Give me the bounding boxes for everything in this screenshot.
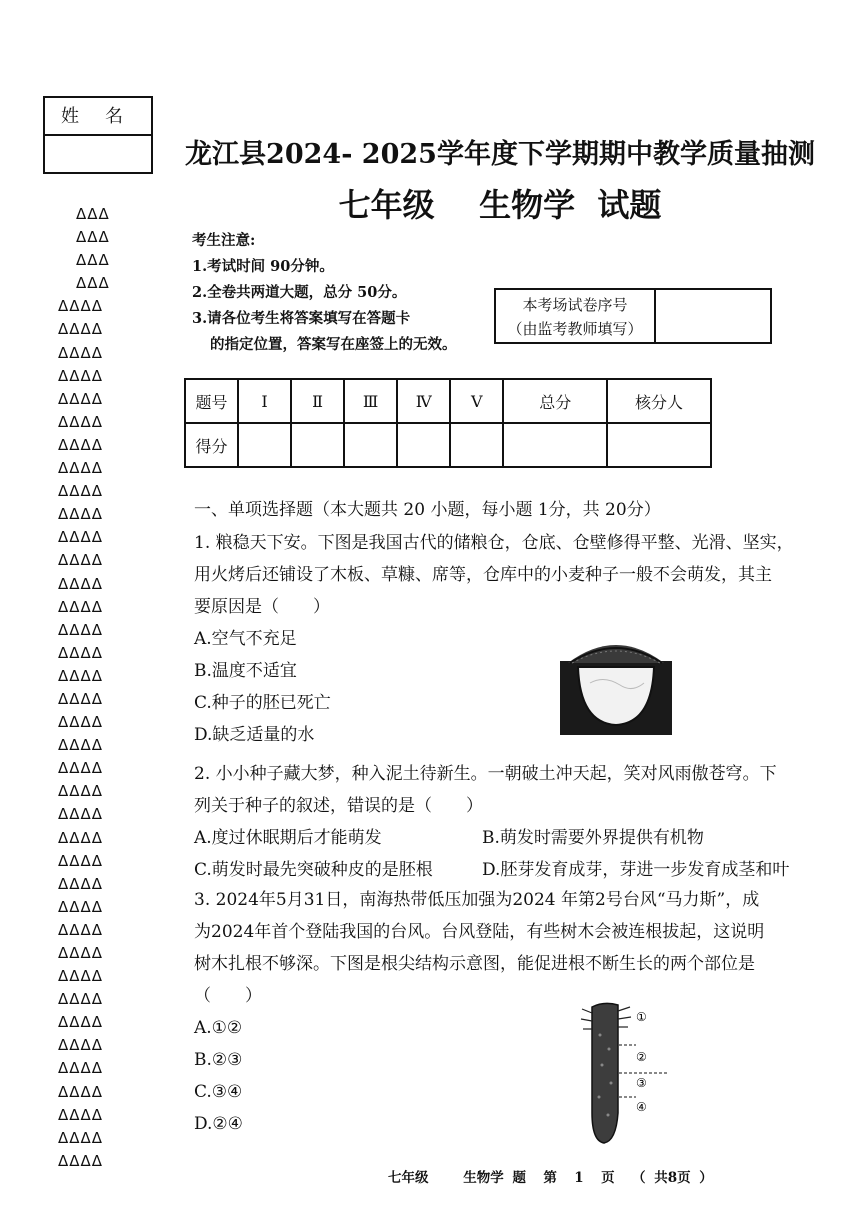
sequence-label: 本考场试卷序号 （由监考教师填写） bbox=[496, 290, 656, 342]
question-line: 为2024年首个登陆我国的台风。台风登陆，有些树木会被连根拔起，这说明 bbox=[194, 922, 765, 942]
option-b: B.②③ bbox=[194, 1050, 243, 1070]
notes-heading: 考生注意: bbox=[192, 232, 256, 249]
question-line: 1. 粮稳天下安。下图是我国古代的储粮仓，仓底、仓壁修得平整、光滑、坚实， bbox=[194, 533, 794, 553]
figure-label: ② bbox=[636, 1050, 647, 1064]
triangle-row: ΔΔΔ bbox=[76, 251, 110, 270]
option-d: D.缺乏适量的水 bbox=[194, 725, 315, 745]
triangle-row: ΔΔΔΔ bbox=[58, 805, 104, 824]
note-item: 2.全卷共两道大题，总分 50分。 bbox=[192, 284, 407, 301]
triangle-row: ΔΔΔΔ bbox=[58, 435, 104, 454]
note-item: 3.请各位考生将答案填写在答题卡 bbox=[192, 310, 411, 327]
figure-label: ① bbox=[636, 1010, 647, 1024]
score-entry-cell[interactable] bbox=[397, 423, 450, 467]
triangle-row: ΔΔΔΔ bbox=[58, 944, 104, 962]
triangle-row: ΔΔΔΔ bbox=[58, 782, 104, 801]
table-cell: Ⅳ bbox=[397, 379, 450, 423]
triangle-row: ΔΔΔΔ bbox=[58, 920, 104, 939]
triangle-row: ΔΔΔΔ bbox=[58, 666, 104, 685]
granary-figure bbox=[560, 625, 672, 735]
name-write-area[interactable] bbox=[45, 136, 151, 172]
triangle-row: ΔΔΔΔ bbox=[58, 874, 104, 893]
question-line: 列关于种子的叙述，错误的是（ ） bbox=[194, 796, 483, 816]
option-c: C.萌发时最先突破种皮的是胚根 bbox=[194, 860, 433, 880]
triangle-row: ΔΔΔΔ bbox=[58, 713, 104, 732]
option-d: D.胚芽发育成芽，芽进一步发育成茎和叶 bbox=[482, 860, 790, 880]
triangle-row: ΔΔΔΔ bbox=[58, 759, 104, 778]
table-cell: 核分人 bbox=[607, 379, 711, 423]
option-a: A.①② bbox=[194, 1018, 243, 1038]
option-a: A.空气不充足 bbox=[194, 629, 297, 649]
triangle-row: ΔΔΔΔ bbox=[58, 1105, 104, 1124]
option-b: B.温度不适宜 bbox=[194, 661, 297, 681]
triangle-row: ΔΔΔ bbox=[76, 274, 110, 293]
table-cell: Ⅴ bbox=[450, 379, 503, 423]
score-entry-cell[interactable] bbox=[238, 423, 291, 467]
name-box bbox=[43, 96, 153, 174]
triangle-row: ΔΔΔΔ bbox=[58, 597, 104, 616]
page-footer: 七年级 生物学 题 第 1 页 （ 共8页 ） bbox=[388, 1170, 713, 1186]
exam-subtitle: 七年级 生物学 试题 bbox=[338, 186, 662, 224]
root-tip-figure bbox=[578, 995, 688, 1147]
triangle-row: ΔΔΔΔ bbox=[58, 967, 104, 986]
figure-label: ④ bbox=[636, 1100, 647, 1114]
triangle-row: ΔΔΔΔ bbox=[58, 1013, 104, 1032]
score-table-header-row bbox=[185, 379, 711, 423]
triangle-row: ΔΔΔΔ bbox=[58, 736, 104, 755]
section-heading: 一、单项选择题（本大题共 20 小题，每小题 1分，共 20分） bbox=[194, 500, 661, 520]
question-line: 用火烤后还铺设了木板、草糠、席等，仓库中的小麦种子一般不会萌发，其主 bbox=[194, 565, 772, 585]
triangle-row: ΔΔΔΔ bbox=[58, 1151, 104, 1170]
triangle-row: ΔΔΔΔ bbox=[58, 1036, 104, 1055]
option-a: A.度过休眠期后才能萌发 bbox=[194, 828, 382, 848]
triangle-row: ΔΔΔΔ bbox=[58, 343, 104, 362]
triangle-row: ΔΔΔΔ bbox=[58, 1128, 104, 1147]
score-entry-cell[interactable] bbox=[291, 423, 344, 467]
triangle-row: ΔΔΔΔ bbox=[58, 551, 104, 570]
triangle-row: ΔΔΔΔ bbox=[58, 528, 104, 547]
triangle-row: ΔΔΔΔ bbox=[58, 297, 104, 316]
triangle-row: ΔΔΔΔ bbox=[58, 828, 104, 847]
triangle-row: ΔΔΔΔ bbox=[58, 389, 104, 408]
question-line: （ ） bbox=[194, 986, 262, 1006]
table-cell: Ⅰ bbox=[238, 379, 291, 423]
triangle-row: ΔΔΔΔ bbox=[58, 574, 104, 593]
triangle-row: ΔΔΔΔ bbox=[58, 897, 104, 916]
option-c: C.③④ bbox=[194, 1082, 243, 1102]
score-entry-cell[interactable] bbox=[503, 423, 607, 467]
question-line: 3. 2024年5月31日，南海热带低压加强为2024 年第2号台风“马力斯”，成 bbox=[194, 890, 760, 910]
triangle-row: ΔΔΔΔ bbox=[58, 1082, 104, 1101]
triangle-row: ΔΔΔΔ bbox=[58, 851, 104, 870]
table-cell: Ⅲ bbox=[344, 379, 397, 423]
triangle-row: ΔΔΔΔ bbox=[58, 1059, 104, 1078]
score-entry-cell[interactable] bbox=[450, 423, 503, 467]
question-3 bbox=[194, 884, 826, 1140]
exam-sequence-box bbox=[494, 288, 772, 344]
question-line: 要原因是（ ） bbox=[194, 597, 330, 617]
triangle-row: ΔΔΔΔ bbox=[58, 459, 104, 478]
table-cell: 题号 bbox=[185, 379, 238, 423]
triangle-row: ΔΔΔΔ bbox=[58, 366, 104, 385]
score-table-score-row bbox=[185, 423, 711, 467]
triangle-row: ΔΔΔΔ bbox=[58, 643, 104, 662]
question-line: 2. 小小种子藏大梦，种入泥土待新生。一朝破土冲天起，笑对风雨傲苍穹。下 bbox=[194, 764, 777, 784]
triangle-row: ΔΔΔΔ bbox=[58, 689, 104, 708]
score-entry-cell[interactable] bbox=[344, 423, 397, 467]
candidate-notes bbox=[192, 228, 457, 358]
triangle-row: ΔΔΔΔ bbox=[58, 990, 104, 1009]
triangle-row: ΔΔΔΔ bbox=[58, 412, 104, 431]
table-cell: 得分 bbox=[185, 423, 238, 467]
question-1 bbox=[194, 527, 826, 751]
note-item: 1.考试时间 90分钟。 bbox=[192, 258, 334, 275]
score-table bbox=[184, 378, 712, 468]
triangle-row: ΔΔΔΔ bbox=[58, 505, 104, 524]
option-d: D.②④ bbox=[194, 1114, 243, 1134]
figure-label: ③ bbox=[636, 1076, 647, 1090]
margin-triangle-column bbox=[58, 203, 148, 1173]
score-entry-cell[interactable] bbox=[607, 423, 711, 467]
question-2 bbox=[194, 758, 826, 886]
triangle-row: ΔΔΔΔ bbox=[58, 320, 104, 339]
note-item: 的指定位置，答案写在座签上的无效。 bbox=[210, 336, 457, 353]
exam-title: 龙江县2024- 2025学年度下学期期中教学质量抽测 bbox=[185, 139, 815, 170]
table-cell: 总分 bbox=[503, 379, 607, 423]
option-b: B.萌发时需要外界提供有机物 bbox=[482, 828, 704, 848]
triangle-row: ΔΔΔΔ bbox=[58, 620, 104, 639]
triangle-row: ΔΔΔ bbox=[76, 228, 110, 247]
question-line: 树木扎根不够深。下图是根尖结构示意图，能促进根不断生长的两个部位是 bbox=[194, 954, 755, 974]
name-label: 姓名 bbox=[45, 98, 151, 136]
option-c: C.种子的胚已死亡 bbox=[194, 693, 331, 713]
table-cell: Ⅱ bbox=[291, 379, 344, 423]
triangle-row: ΔΔΔΔ bbox=[58, 482, 104, 501]
sequence-number-field[interactable] bbox=[656, 290, 770, 342]
triangle-row: ΔΔΔ bbox=[76, 205, 110, 223]
